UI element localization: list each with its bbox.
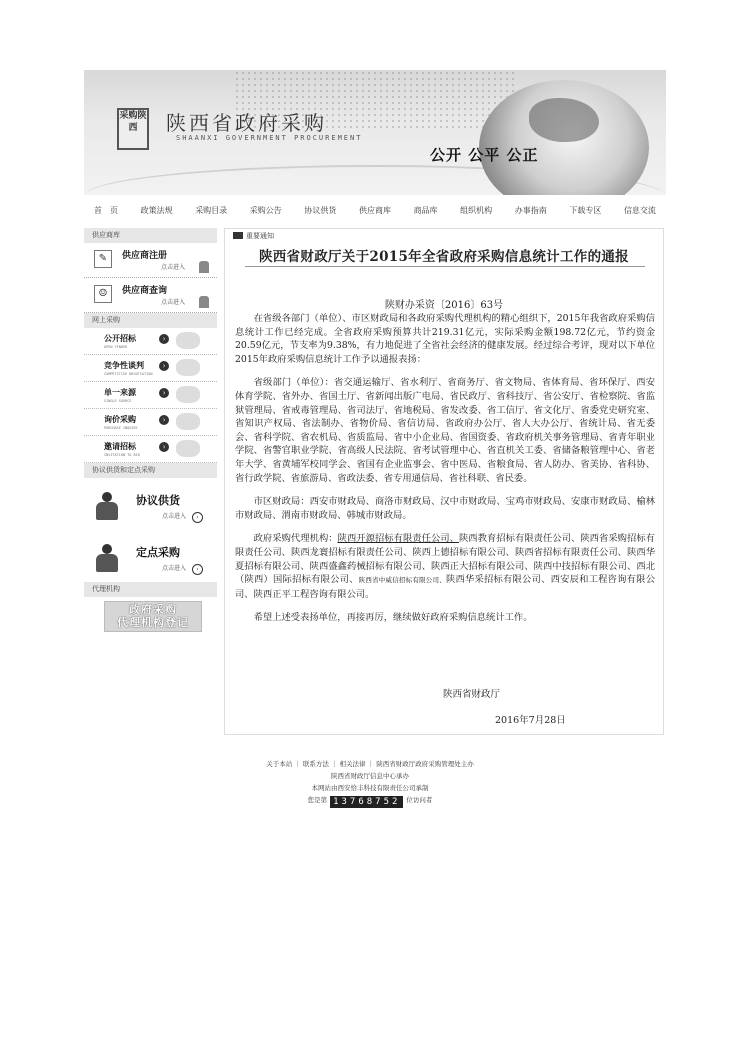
agency-section-head: 代理机构: [84, 582, 217, 597]
purchase-label: 单一来源: [104, 387, 136, 397]
sidebar: [84, 228, 217, 632]
supplier-query[interactable]: [84, 278, 217, 313]
visitor-count: 13768752: [330, 796, 403, 808]
footer-links[interactable]: 关于本站 ｜ 联系方法 ｜ 相关法律 ｜ 陕西省财政厅政府采购管理处主办: [266, 760, 474, 768]
notice-tag: 重要通知: [233, 231, 274, 241]
agreement-supply-label: 协议供货: [136, 494, 180, 507]
register-icon: ✎: [94, 250, 112, 268]
agency-highlight: 陕西开源招标有限责任公司、: [337, 533, 459, 545]
purchase-en: INVITATION TO BID: [104, 453, 140, 457]
fixed-point-purchase[interactable]: [84, 530, 217, 582]
agencies-list-a: 陕西教育招标有限责任公司、陕西省采购招标有限责任公司、陕西龙寰招标有限责任公司、陕西上德招标有限公司、陕西省招标有限责任公司、陕西华夏招标有限公司、陕西盛鑫药械招标有限公司、陕西正大招标有限公司、陕西中技招标有限公司、西北（陕西）国际招标有限公司、: [235, 533, 655, 586]
notice-title: 陕西省财政厅关于2015年全省政府采购信息统计工作的通报: [259, 249, 629, 265]
online-purchase-head: 网上采购: [84, 313, 217, 328]
arrow-right-icon[interactable]: ›: [159, 442, 169, 452]
title-divider: [245, 266, 645, 267]
decoration-image: [176, 413, 200, 430]
paragraph-intro: 在省级各部门（单位）、市区财政局和各政府采购代理机构的精心组织下，2015年我省政府采购信息统计工作已经完成。全省政府采购预算共计219.31亿元，实际采购金额198.72亿元，节约资金20.59亿元，节支率为9.38%，有力地促进了全省社会经济的健康发展。经过综合考评，现对以下单位2015年政府采购信息统计工作予以通报表扬：: [235, 313, 655, 365]
nav-exchange[interactable]: 信息交流: [623, 205, 656, 215]
visitor-counter: [180, 794, 560, 808]
nav-home[interactable]: 首 页: [94, 205, 118, 215]
purchase-competitive[interactable]: [84, 355, 217, 382]
purchase-single-source[interactable]: [84, 382, 217, 409]
globe-land: [529, 98, 599, 142]
agencies-lead: 政府采购代理机构：: [253, 533, 338, 545]
agreement-section-head: 协议供货和定点采购: [84, 463, 217, 478]
nav-supplier-db[interactable]: 供应商库: [358, 205, 391, 215]
visitor-suffix: 位访问者: [406, 796, 433, 804]
purchase-open-tender[interactable]: [84, 328, 217, 355]
footer: [180, 758, 560, 808]
footer-organizer: 陕西省财政厅信息中心承办: [331, 772, 409, 780]
purchase-label: 邀请招标: [104, 441, 136, 451]
site-subtitle: SHAANXI GOVERNMENT PROCUREMENT: [176, 134, 363, 142]
person-icon: [94, 492, 120, 522]
decoration-image: [176, 332, 200, 349]
site-title: 陕西省政府采购: [166, 111, 327, 135]
paragraph-closing: 希望上述受表扬单位，再接再厉，继续做好政府采购信息统计工作。: [253, 612, 533, 624]
agreement-supply[interactable]: [84, 478, 217, 530]
agency-register-button[interactable]: 政府采购 代理机构登记: [104, 601, 202, 632]
content-area: [84, 228, 666, 738]
document-number: 陕财办采资〔2016〕63号: [384, 300, 504, 311]
agencies-list-b: 陕西华采招标有限公司、西安辰和工程咨询有限公司、陕西正平工程咨询有限公司。: [235, 574, 655, 600]
purchase-inquiry[interactable]: [84, 409, 217, 436]
decoration-image: [176, 386, 200, 403]
purchase-invitation[interactable]: [84, 436, 217, 463]
header-banner: [84, 70, 666, 195]
purchase-en: OPEN TENDER: [104, 345, 128, 349]
agencies-small: 陕西省中威信招标有限公司、: [358, 576, 446, 585]
nav-organization[interactable]: 组织机构: [460, 205, 493, 215]
nav-policy[interactable]: 政策法规: [140, 205, 173, 215]
person-icon: [199, 261, 209, 273]
people-icon: ☺: [94, 285, 112, 303]
purchase-en: SINGLE SOURCE: [104, 399, 132, 403]
person-icon: [199, 296, 209, 308]
supplier-section-head: 供应商库: [84, 228, 217, 243]
slogan: 公开 公平 公正: [430, 146, 539, 164]
nav-announcements[interactable]: 采购公告: [249, 205, 282, 215]
fixed-point-enter[interactable]: 点击进入: [162, 565, 187, 572]
paragraph-provincial: 省级部门（单位）：省交通运输厅、省水利厅、省商务厅、省文物局、省体育局、省环保厅、西安体育学院、省外办、省国土厅、省新闻出版广电局、省民政厅、省科技厅、省公安厅、省检察院、省监狱管理局、省戒毒管理局、省司法厅、省地税局、省发改委、省工信厅、省文化厅、省委党史研究室、省知识产权局、省法制办、省物价局、省信访局、省政府办公厅、省人大办公厅、省统计局、省无委会、省科学院、省农机局、省质监局、省中小企业局、省国资委、省政府机关事务管理局、省青年职业学院、省警官职业学院、省高级人民法院、省考试管理中心、省直机关工委、省储备粮管理中心、省老年大学、省黄埔军校同学会、省国有企业监事会、省中医局、省粮食局、省人防办、省美协、省科协、省行政学院、省旅游局、省政法委、省专用通信局、省社科联、省民委。: [235, 377, 655, 484]
paragraph-city: 市区财政局：西安市财政局、商洛市财政局、汉中市财政局、宝鸡市财政局、安康市财政局、榆林市财政局、渭南市财政局、韩城市财政局。: [235, 496, 655, 521]
paragraph-agencies: [235, 532, 655, 601]
nav-agreement-supply[interactable]: 协议供货: [304, 205, 337, 215]
fixed-point-label: 定点采购: [136, 546, 180, 559]
decoration-image: [176, 359, 200, 376]
nav-guide[interactable]: 办事指南: [514, 205, 547, 215]
purchase-label: 询价采购: [104, 414, 136, 424]
nav-catalog[interactable]: 采购目录: [195, 205, 228, 215]
purchase-label: 公开招标: [104, 333, 136, 343]
supplier-register-label: 供应商注册: [122, 251, 168, 261]
notice-date: 2016年7月28日: [495, 715, 566, 726]
purchase-en: COMPETITIVE NEGOTIATION: [104, 372, 153, 376]
supplier-query-enter[interactable]: 点击进入: [161, 299, 186, 306]
nav-downloads[interactable]: 下载专区: [569, 205, 602, 215]
shopping-cart-icon: [94, 544, 120, 574]
arrow-right-icon[interactable]: ›: [192, 512, 203, 523]
arrow-right-icon[interactable]: ›: [159, 415, 169, 425]
nav-product-db[interactable]: 商品库: [413, 205, 438, 215]
supplier-register-enter[interactable]: 点击进入: [161, 264, 186, 271]
signer: 陕西省财政厅: [443, 689, 501, 700]
arrow-right-icon[interactable]: ›: [192, 564, 203, 575]
notice-panel: [224, 228, 664, 735]
footer-maker: 本网站由西安恰丰科技有限责任公司承制: [311, 784, 429, 792]
purchase-label: 竞争性谈判: [104, 360, 144, 370]
visitor-prefix: 您是第: [307, 796, 328, 804]
arrow-right-icon[interactable]: ›: [159, 361, 169, 371]
arrow-right-icon[interactable]: ›: [159, 388, 169, 398]
main-nav: [84, 195, 666, 225]
page: [84, 70, 666, 738]
arrow-right-icon[interactable]: ›: [159, 334, 169, 344]
decoration-image: [176, 440, 200, 457]
agreement-supply-enter[interactable]: 点击进入: [162, 513, 187, 520]
site-logo[interactable]: 采购陕西: [117, 108, 149, 150]
notice-body: [235, 312, 655, 635]
supplier-query-label: 供应商查询: [122, 286, 168, 296]
supplier-register[interactable]: [84, 243, 217, 278]
purchase-en: PURCHASE INQUIRY: [104, 426, 138, 430]
